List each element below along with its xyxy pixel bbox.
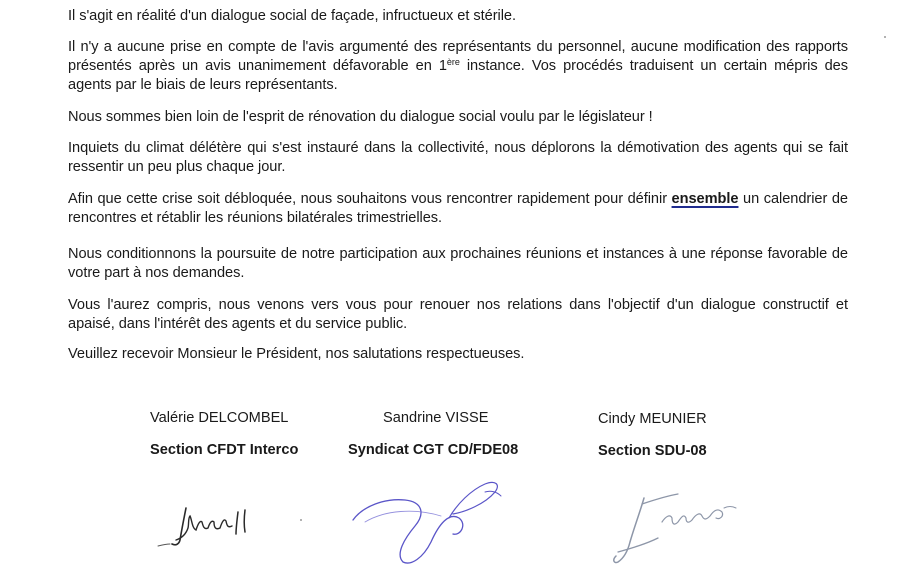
paragraph-dialogue-facade: Il s'agit en réalité d'un dialogue social de façade, infructueux et stérile.: [68, 8, 516, 24]
signatory-name: Sandrine VISSE: [383, 410, 489, 426]
signatory-name: Cindy MEUNIER: [598, 411, 707, 427]
signature-meunier: [608, 478, 758, 573]
signatory-organization: Section CFDT Interco: [150, 442, 299, 458]
paragraph-renovation: Nous sommes bien loin de l'esprit de rénovation du dialogue social voulu par le législateur !: [68, 109, 653, 125]
paragraph-crise: Afin que cette crise soit débloquée, nous souhaitons vous rencontrer rapidement pour définir ensemble un calendrier de rencontres et rétablir les réunions bilatérales trimestrielles.: [68, 191, 848, 226]
scan-speck: [884, 36, 886, 38]
paragraph-salutations: Veuillez recevoir Monsieur le Président, nos salutations respectueuses.: [68, 346, 525, 362]
signature-delcombel: [150, 488, 270, 558]
paragraph-conditions: Nous conditionnons la poursuite de notre participation aux prochaines réunions et instances à une réponse favorable de votre part à nos demandes.: [68, 246, 848, 281]
paragraph-avis-representants: Il n'y a aucune prise en compte de l'avis argumenté des représentants du personnel, aucune modification des rapports présentés après un avis unanimement défavorable en 1ère instance. Vos procédés traduisent un certain mépris des agents par le biais de leurs représentants.: [68, 39, 848, 93]
signatory-organization: Syndicat CGT CD/FDE08: [348, 442, 519, 458]
emphasis-ensemble: ensemble: [671, 191, 739, 207]
paragraph-renouer: Vous l'aurez compris, nous venons vers vous pour renouer nos relations dans l'objectif d'un dialogue constructif et apaisé, dans l'intérêt des agents et du service public.: [68, 297, 848, 332]
signatory-organization: Section SDU-08: [598, 443, 707, 459]
paragraph-climat: Inquiets du climat délétère qui s'est instauré dans la collectivité, nous déplorons la démotivation des agents qui se fait ressentir un peu plus chaque jour.: [68, 140, 848, 175]
superscript-ere: ère: [446, 57, 460, 67]
scan-speck: [300, 519, 302, 521]
signatory-name: Valérie DELCOMBEL: [150, 410, 289, 426]
signature-visse: [345, 462, 515, 572]
